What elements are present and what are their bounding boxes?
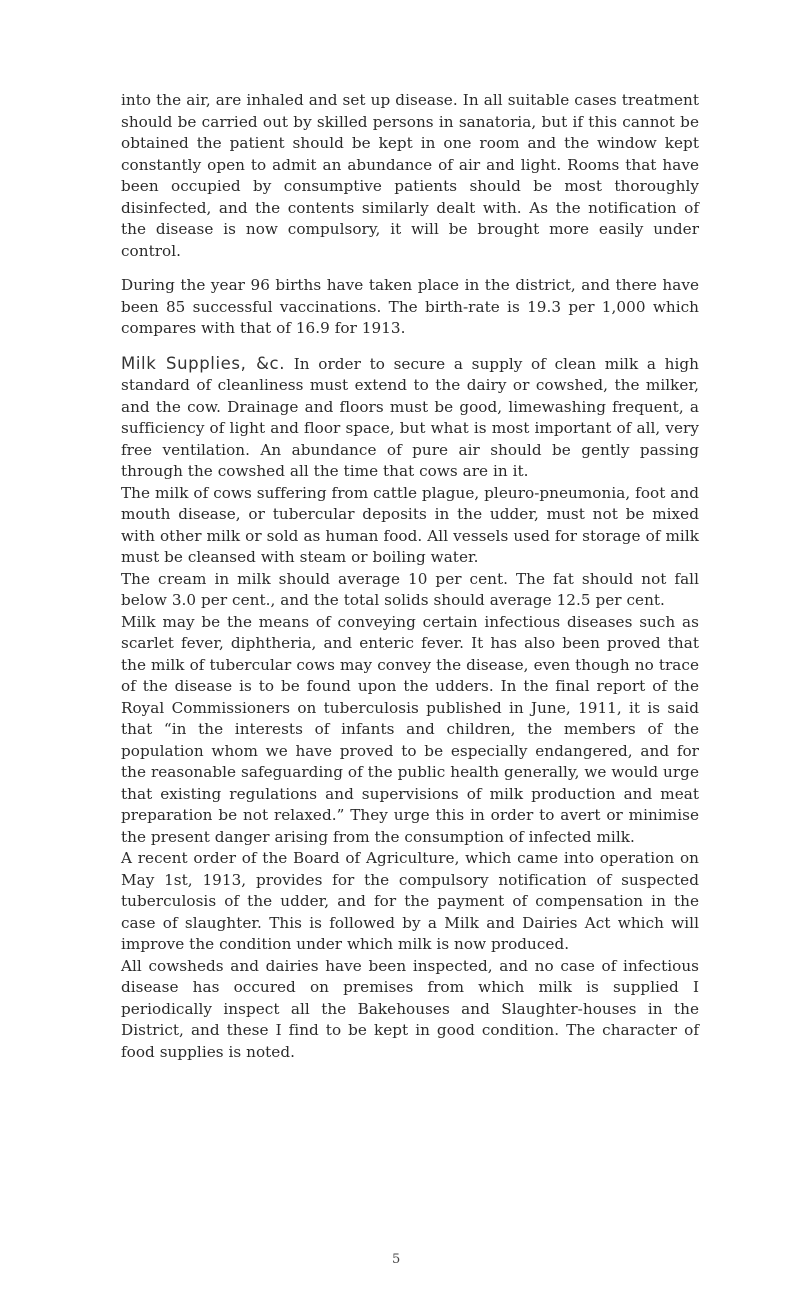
section-heading-milk-supplies: Milk Supplies, &c. <box>121 353 286 373</box>
paragraph-diseased-cows: The milk of cows suffering from cattle plague, pleuro-pneumonia, foot and mouth disease, or tubercular deposits in the udder, must not be mixed with other milk or sold as human food. All vessels used for storage of milk must be cleansed with steam or boiling water. <box>121 483 699 566</box>
paragraph-cream-fat-standards: The cream in milk should average 10 per cent. The fat should not fall below 3.0 per cent., and the total solids should average 12.5 per cent. <box>121 569 699 609</box>
paragraph-milk-supplies <box>121 353 699 483</box>
paragraph-births-vaccinations: During the year 96 births have taken place in the district, and there have been 85 successful vaccinations. The birth-rate is 19.3 per 1,000 which compares with that of 16.9 for 1913. <box>121 276 699 337</box>
page-number: 5 <box>392 1252 401 1267</box>
paragraph-inspections: All cowsheds and dairies have been inspected, and no case of infectious disease has occured on premises from which milk is supplied I periodically inspect all the Bakehouses and Slaughter-houses in the District, and these I find to be kept in good condition. The character of food supplies is noted. <box>121 956 699 1061</box>
text-column <box>121 90 699 1063</box>
paragraph-infectious-diseases: Milk may be the means of conveying certain infectious diseases such as scarlet fever, diphtheria, and enteric fever. It has also been proved that the milk of tubercular cows may convey the disease, even though no trace of the disease is to be found upon the udders. In the final report of the Royal Commissioners on tuberculosis published in June, 1911, it is said that “in the interests of infants and children, the members of the population whom we have proved to be especially endangered, and for the reasonable safeguarding of the public health generally, we would urge that existing regulations and supervisions of milk production and meat preparation be not relaxed.” They urge this in order to avert or minimise the present danger arising from the consumption of infected milk. <box>121 612 699 846</box>
paragraph-board-of-agriculture: A recent order of the Board of Agriculture, which came into operation on May 1st, 1913, provides for the compulsory notification of suspected tuberculosis of the udder, and for the payment of compensation in the case of slaughter. This is followed by a Milk and Dairies Act which will improve the condition under which milk is now produced. <box>121 849 699 953</box>
paragraph-milk-supplies-body: In order to secure a supply of clean milk a high standard of cleanliness must extend to the dairy or cowshed, the milker, and the cow. Drainage and floors must be good, limewashing frequent, a sufficiency of light and floor space, but what is most important of all, very free ventilation. An abundance of pure air should be gently passing through the cowshed all the time that cows are in it. <box>121 354 699 480</box>
paragraph-consumption-treatment: into the air, are inhaled and set up disease. In all suitable cases treatment should be carried out by skilled persons in sanatoria, but if this cannot be obtained the patient should be kept in one room and the window kept constantly open to admit an abundance of air and light. Rooms that have been occupied by consumptive patients should be most thoroughly disinfected, and the contents similarly dealt with. As the notification of the disease is now compulsory, it will be brought more easily under control. <box>121 91 699 260</box>
